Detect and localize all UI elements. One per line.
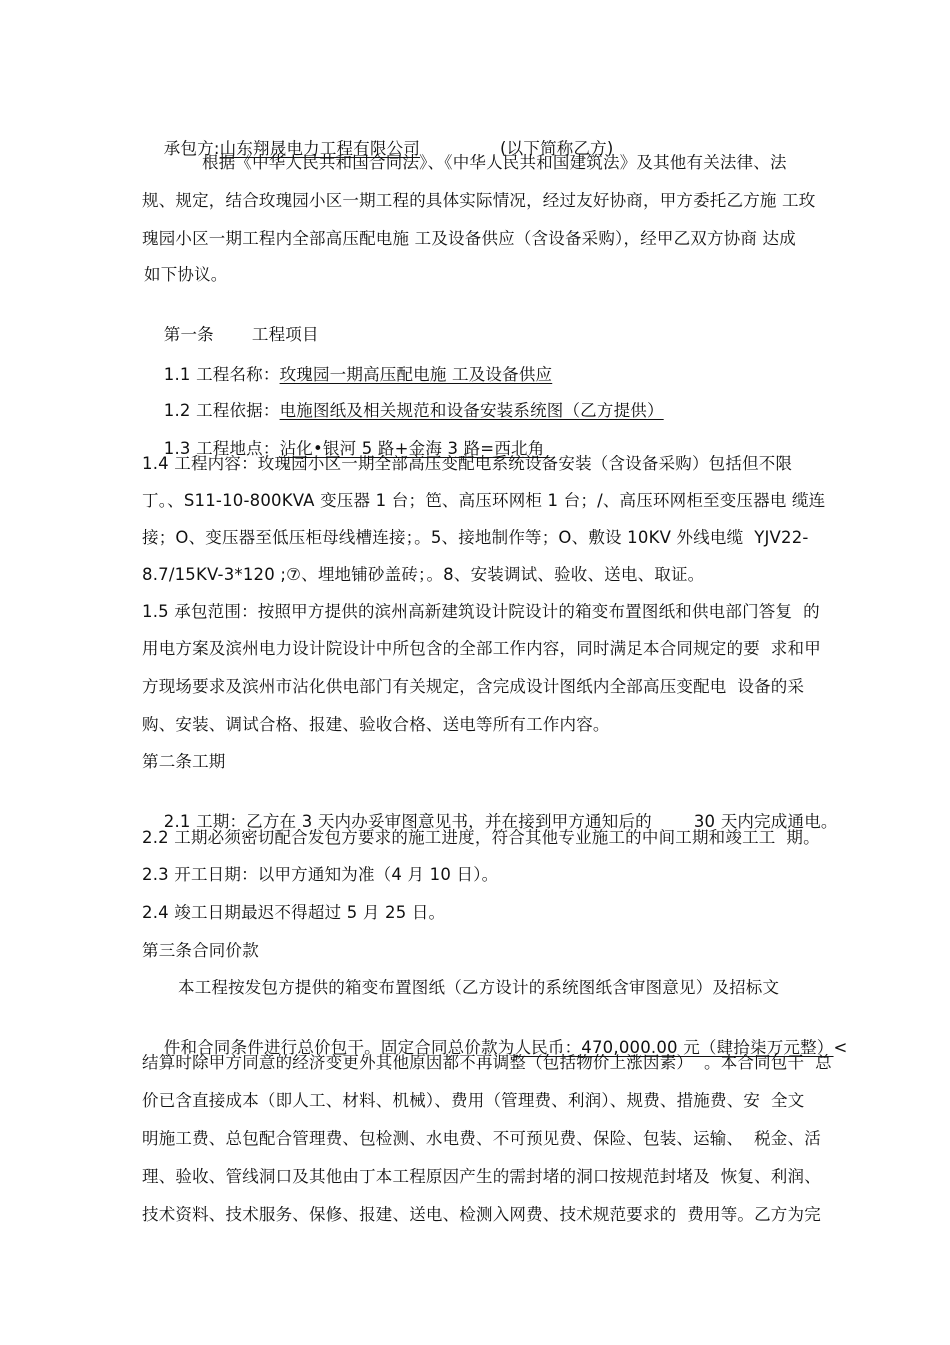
article3-line-7: 技术资料、技术服务、保修、报建、送电、检测入网费、技术规范要求的 费用等。乙方为完 — [142, 1205, 821, 1224]
item-1-1-label: 1.1 工程名称： — [163, 365, 280, 384]
article3-line-4: 价已含直接成本（即人工、材料、机械）、费用（管理费、利润）、规费、措施费、安 全文 — [142, 1091, 805, 1110]
preamble-line-2: 规、规定，结合玫瑰园小区一期工程的具体实际情况，经过友好协商，甲方委托乙方施 工玫 — [142, 191, 816, 210]
item-1-5-line-4: 购、安装、调试合格、报建、验收合格、送电等所有工作内容。 — [142, 715, 610, 734]
contractor-alias: (以下简称乙方) — [500, 139, 614, 158]
article3-title: 第三条合同价款 — [142, 941, 259, 960]
article3-line-3: 结算时除甲方同意的经济变更外其他原因都不再调整（包括物价上涨因素） 。本合同包干 总 — [142, 1053, 832, 1072]
item-1-2-value: 电施图纸及相关规范和设备安装系统图（乙方提供） — [279, 401, 664, 420]
article3-line-1: 本工程按发包方提供的箱变布置图纸（乙方设计的系统图纸含审图意见）及招标文 — [178, 978, 780, 997]
item-1-4-line-3: 接；O、变压器至低压柜母线槽连接；。5、接地制作等；O、敷设 10KV 外线电缆 YJV22- — [142, 528, 809, 547]
article1-title-text: 工程项目 — [251, 325, 319, 344]
article2-title: 第二条工期 — [142, 752, 226, 771]
item-1-5-line-2: 用电方案及滨州电力设计院设计中所包含的全部工作内容，同时满足本合同规定的要 求和甲 — [142, 639, 821, 658]
item-1-1-value: 玫瑰园一期高压配电施 工及设备供应 — [279, 365, 553, 384]
article3-line-5: 明施工费、总包配合管理费、包检测、水电费、不可预见费、保险、包装、运输、 税金、活 — [142, 1129, 821, 1148]
item-1-4-line-2: 丁。、S11-10-800KVA 变压器 1 台；笆、高压环网柜 1 台；/、高压环网柜至变压器电 缆连 — [142, 491, 826, 510]
item-2-1-duration: 30 天内完成通电。 — [693, 812, 838, 831]
contractor-name: 山东翔晟电力工程有限公司 — [219, 139, 421, 158]
article3-line-6: 理、验收、管线洞口及其他由丁本工程原因产生的需封堵的洞口按规范封堵及 恢复、利润、 — [142, 1167, 821, 1186]
item-1-5-line-1: 1.5 承包范围：按照甲方提供的滨州高新建筑设计院设计的箱变布置图纸和供电部门答复 的 — [142, 602, 820, 621]
item-1-5-line-3: 方现场要求及滨州市沾化供电部门有关规定，含完成设计图纸内全部高压变配电 设备的采 — [142, 677, 805, 696]
contract-price: 人民币：470,000.00 元（肆拾柒万元整） — [514, 1038, 834, 1057]
item-2-4: 2.4 竣工日期最迟不得超过 5 月 25 日。 — [142, 903, 446, 922]
contractor-label: 承包方: — [163, 139, 220, 158]
item-2-2: 2.2 工期必须密切配合发包方要求的施工进度，符合其他专业施工的中间工期和竣工工 期。 — [142, 828, 820, 847]
item-1-3-label: 1.3 工程地点： — [163, 439, 280, 458]
item-1-4-line-4: 8.7/15KV-3*120 ;⑦、埋地铺砂盖砖；。8、安装调试、验收、送电、取证。 — [142, 565, 705, 584]
item-1-2-label: 1.2 工程依据： — [163, 401, 280, 420]
item-1-3-value: 沾化•银河 5 路+金海 3 路=西北角 — [279, 439, 550, 458]
article3-line-2-mark: < — [833, 1038, 848, 1057]
article1-title-number: 第一条 — [163, 325, 214, 344]
article3-line-2-text: 件和合同条件进行总价包干。固定合同总价款为 — [163, 1038, 515, 1057]
preamble-line-1: 根据《中华人民共和国合同法》、《中华人民共和国建筑法》及其他有关法律、法 — [202, 153, 787, 172]
item-1-4-line-1: 1.4 工程内容：玫瑰园小区一期全部高压变配电系统设备安装（含设备采购）包括但不限 — [142, 454, 793, 473]
preamble-line-3: 瑰园小区一期工程内全部高压配电施 工及设备供应（含设备采购），经甲乙双方协商 达成 — [142, 229, 796, 248]
item-2-3: 2.3 开工日期：以甲方通知为准（4 月 10 日）。 — [142, 865, 499, 884]
item-2-1-text: 2.1 工期：乙方在 3 天内办妥审图意见书，并在接到甲方通知后的 — [163, 812, 652, 831]
preamble-line-4: 如下协议。 — [144, 265, 228, 284]
